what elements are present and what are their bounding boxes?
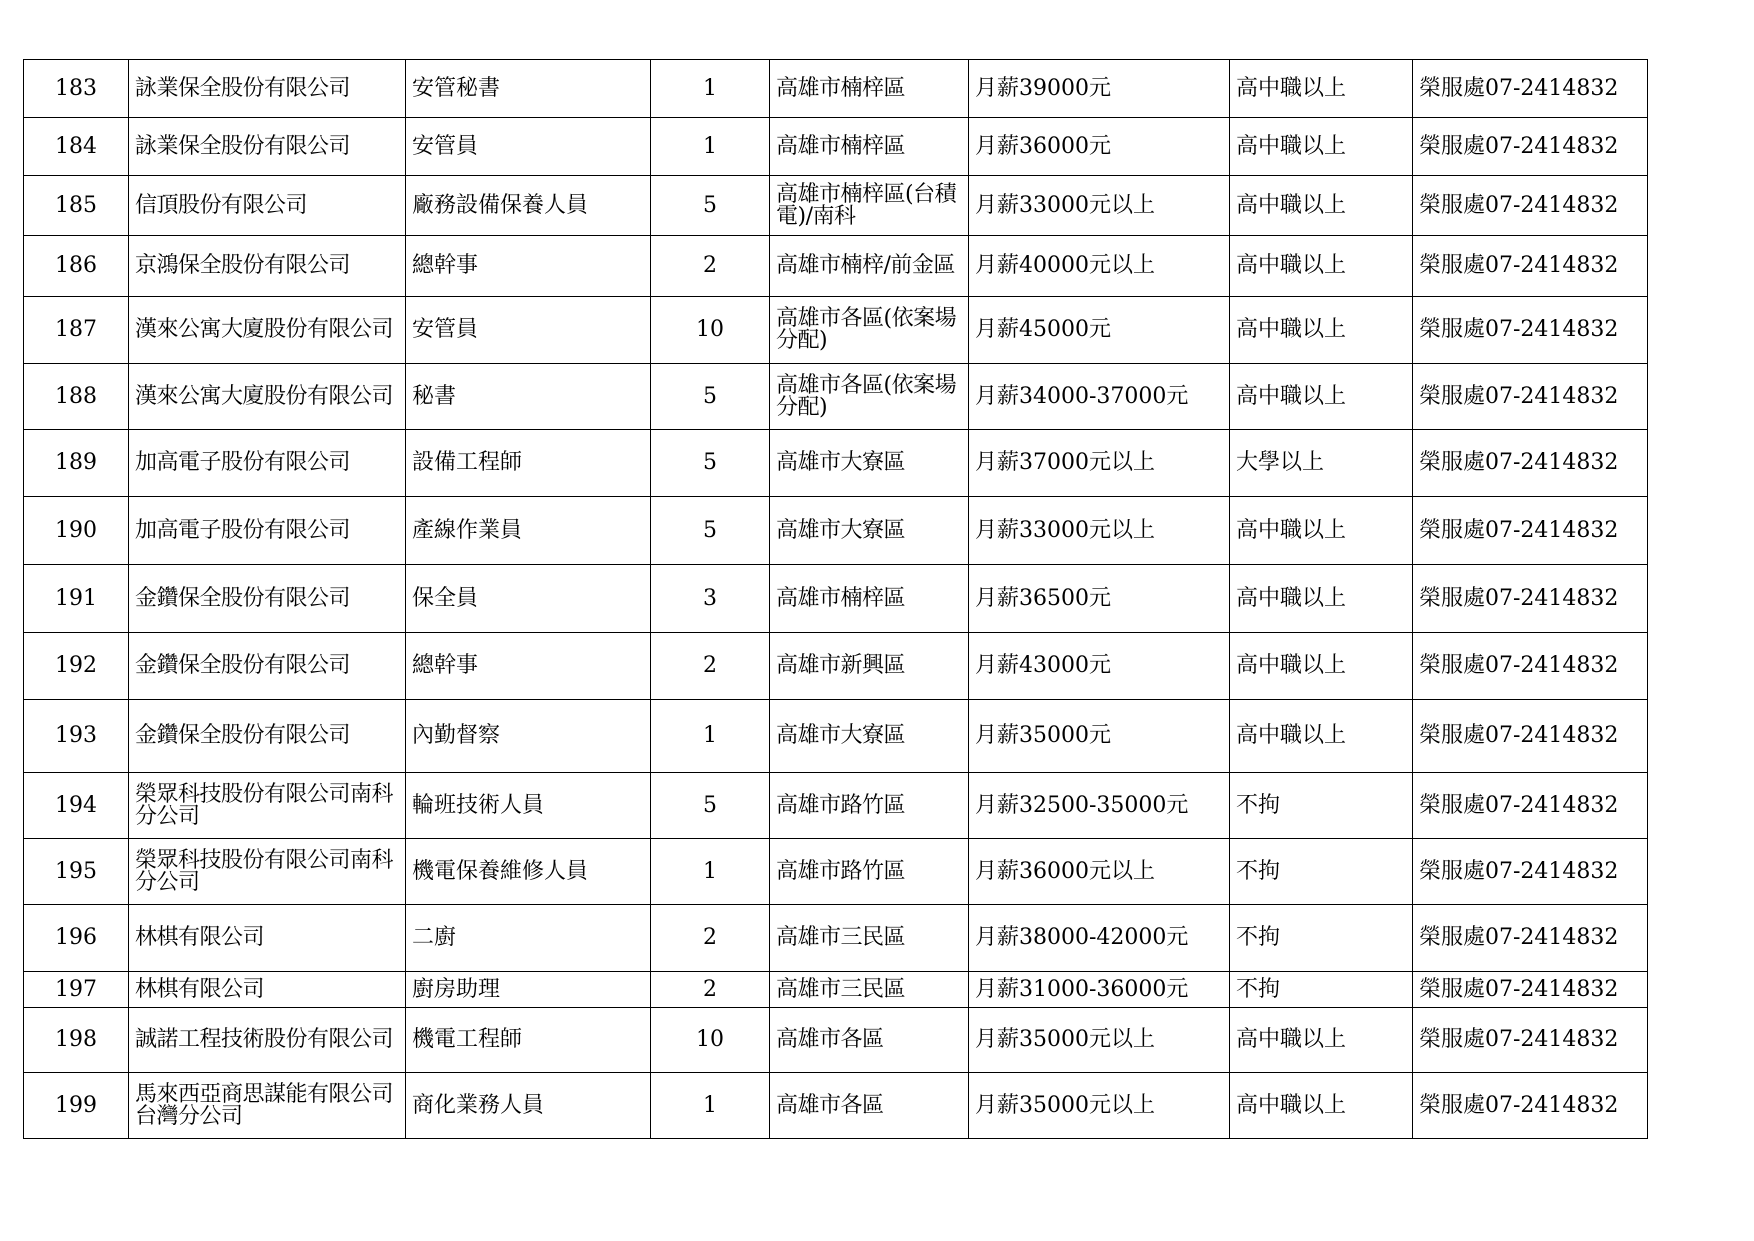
education-requirement-cell: 不拘 <box>1230 972 1413 1008</box>
contact-info-cell: 榮服處07-2414832 <box>1413 565 1648 633</box>
work-location-cell: 高雄市新興區 <box>770 633 969 700</box>
contact-info-cell: 榮服處07-2414832 <box>1413 905 1648 972</box>
headcount-cell: 2 <box>651 633 770 700</box>
table-row <box>24 839 1648 905</box>
education-requirement-cell: 高中職以上 <box>1230 236 1413 297</box>
row-number-cell: 192 <box>24 633 129 700</box>
salary-cell: 月薪35000元以上 <box>969 1073 1230 1139</box>
row-number-cell: 183 <box>24 60 129 118</box>
contact-info-cell: 榮服處07-2414832 <box>1413 430 1648 497</box>
contact-info-cell: 榮服處07-2414832 <box>1413 700 1648 773</box>
education-requirement-cell: 高中職以上 <box>1230 700 1413 773</box>
salary-cell: 月薪40000元以上 <box>969 236 1230 297</box>
row-number-cell: 198 <box>24 1008 129 1073</box>
company-name-cell: 信頂股份有限公司 <box>129 176 406 236</box>
headcount-cell: 5 <box>651 176 770 236</box>
salary-cell: 月薪37000元以上 <box>969 430 1230 497</box>
salary-cell: 月薪39000元 <box>969 60 1230 118</box>
headcount-cell: 2 <box>651 236 770 297</box>
contact-info-cell: 榮服處07-2414832 <box>1413 297 1648 364</box>
education-requirement-cell: 高中職以上 <box>1230 364 1413 430</box>
row-number-cell: 186 <box>24 236 129 297</box>
job-position-cell: 二廚 <box>406 905 651 972</box>
row-number-cell: 196 <box>24 905 129 972</box>
salary-cell: 月薪36000元 <box>969 118 1230 176</box>
salary-cell: 月薪33000元以上 <box>969 176 1230 236</box>
education-requirement-cell: 高中職以上 <box>1230 1073 1413 1139</box>
education-requirement-cell: 高中職以上 <box>1230 1008 1413 1073</box>
work-location-cell: 高雄市楠梓區 <box>770 60 969 118</box>
headcount-cell: 2 <box>651 905 770 972</box>
work-location-cell: 高雄市楠梓區(台積電)/南科 <box>770 176 969 236</box>
headcount-cell: 2 <box>651 972 770 1008</box>
company-name-cell: 京鴻保全股份有限公司 <box>129 236 406 297</box>
work-location-cell: 高雄市大寮區 <box>770 430 969 497</box>
company-name-cell: 林棋有限公司 <box>129 972 406 1008</box>
table-row <box>24 700 1648 773</box>
table-row <box>24 773 1648 839</box>
contact-info-cell: 榮服處07-2414832 <box>1413 236 1648 297</box>
company-name-cell: 詠業保全股份有限公司 <box>129 118 406 176</box>
job-position-cell: 內勤督察 <box>406 700 651 773</box>
contact-info-cell: 榮服處07-2414832 <box>1413 176 1648 236</box>
work-location-cell: 高雄市路竹區 <box>770 839 969 905</box>
row-number-cell: 185 <box>24 176 129 236</box>
row-number-cell: 188 <box>24 364 129 430</box>
table-row <box>24 236 1648 297</box>
job-position-cell: 機電保養維修人員 <box>406 839 651 905</box>
table-row <box>24 905 1648 972</box>
row-number-cell: 197 <box>24 972 129 1008</box>
education-requirement-cell: 高中職以上 <box>1230 60 1413 118</box>
headcount-cell: 1 <box>651 1073 770 1139</box>
company-name-cell: 金鑽保全股份有限公司 <box>129 565 406 633</box>
education-requirement-cell: 高中職以上 <box>1230 297 1413 364</box>
row-number-cell: 199 <box>24 1073 129 1139</box>
education-requirement-cell: 大學以上 <box>1230 430 1413 497</box>
table-row <box>24 297 1648 364</box>
headcount-cell: 10 <box>651 1008 770 1073</box>
education-requirement-cell: 不拘 <box>1230 773 1413 839</box>
headcount-cell: 10 <box>651 297 770 364</box>
salary-cell: 月薪35000元以上 <box>969 1008 1230 1073</box>
contact-info-cell: 榮服處07-2414832 <box>1413 972 1648 1008</box>
job-position-cell: 設備工程師 <box>406 430 651 497</box>
work-location-cell: 高雄市三民區 <box>770 972 969 1008</box>
table-row <box>24 176 1648 236</box>
job-position-cell: 安管員 <box>406 118 651 176</box>
work-location-cell: 高雄市大寮區 <box>770 497 969 565</box>
salary-cell: 月薪34000-37000元 <box>969 364 1230 430</box>
work-location-cell: 高雄市各區(依案場分配) <box>770 297 969 364</box>
job-listings-table <box>23 59 1648 1139</box>
company-name-cell: 加高電子股份有限公司 <box>129 430 406 497</box>
salary-cell: 月薪35000元 <box>969 700 1230 773</box>
company-name-cell: 漢來公寓大廈股份有限公司 <box>129 297 406 364</box>
work-location-cell: 高雄市大寮區 <box>770 700 969 773</box>
row-number-cell: 195 <box>24 839 129 905</box>
row-number-cell: 187 <box>24 297 129 364</box>
education-requirement-cell: 不拘 <box>1230 905 1413 972</box>
job-position-cell: 廚房助理 <box>406 972 651 1008</box>
company-name-cell: 榮眾科技股份有限公司南科分公司 <box>129 839 406 905</box>
job-position-cell: 輪班技術人員 <box>406 773 651 839</box>
salary-cell: 月薪32500-35000元 <box>969 773 1230 839</box>
job-position-cell: 總幹事 <box>406 633 651 700</box>
company-name-cell: 金鑽保全股份有限公司 <box>129 700 406 773</box>
salary-cell: 月薪36000元以上 <box>969 839 1230 905</box>
salary-cell: 月薪36500元 <box>969 565 1230 633</box>
work-location-cell: 高雄市楠梓區 <box>770 118 969 176</box>
contact-info-cell: 榮服處07-2414832 <box>1413 839 1648 905</box>
salary-cell: 月薪45000元 <box>969 297 1230 364</box>
company-name-cell: 漢來公寓大廈股份有限公司 <box>129 364 406 430</box>
job-rows <box>24 60 1648 1139</box>
headcount-cell: 1 <box>651 839 770 905</box>
row-number-cell: 190 <box>24 497 129 565</box>
job-position-cell: 廠務設備保養人員 <box>406 176 651 236</box>
company-name-cell: 加高電子股份有限公司 <box>129 497 406 565</box>
work-location-cell: 高雄市楠梓/前金區 <box>770 236 969 297</box>
row-number-cell: 191 <box>24 565 129 633</box>
contact-info-cell: 榮服處07-2414832 <box>1413 60 1648 118</box>
education-requirement-cell: 不拘 <box>1230 839 1413 905</box>
table-row <box>24 118 1648 176</box>
row-number-cell: 194 <box>24 773 129 839</box>
job-position-cell: 總幹事 <box>406 236 651 297</box>
salary-cell: 月薪31000-36000元 <box>969 972 1230 1008</box>
contact-info-cell: 榮服處07-2414832 <box>1413 497 1648 565</box>
headcount-cell: 1 <box>651 700 770 773</box>
education-requirement-cell: 高中職以上 <box>1230 176 1413 236</box>
work-location-cell: 高雄市各區 <box>770 1008 969 1073</box>
job-position-cell: 秘書 <box>406 364 651 430</box>
salary-cell: 月薪38000-42000元 <box>969 905 1230 972</box>
contact-info-cell: 榮服處07-2414832 <box>1413 1073 1648 1139</box>
job-position-cell: 產線作業員 <box>406 497 651 565</box>
headcount-cell: 5 <box>651 364 770 430</box>
table-row <box>24 60 1648 118</box>
row-number-cell: 184 <box>24 118 129 176</box>
company-name-cell: 金鑽保全股份有限公司 <box>129 633 406 700</box>
company-name-cell: 榮眾科技股份有限公司南科分公司 <box>129 773 406 839</box>
job-position-cell: 商化業務人員 <box>406 1073 651 1139</box>
job-position-cell: 保全員 <box>406 565 651 633</box>
job-position-cell: 機電工程師 <box>406 1008 651 1073</box>
education-requirement-cell: 高中職以上 <box>1230 497 1413 565</box>
table-row <box>24 1008 1648 1073</box>
headcount-cell: 1 <box>651 60 770 118</box>
salary-cell: 月薪33000元以上 <box>969 497 1230 565</box>
row-number-cell: 189 <box>24 430 129 497</box>
work-location-cell: 高雄市各區 <box>770 1073 969 1139</box>
headcount-cell: 1 <box>651 118 770 176</box>
table-row <box>24 430 1648 497</box>
education-requirement-cell: 高中職以上 <box>1230 118 1413 176</box>
work-location-cell: 高雄市路竹區 <box>770 773 969 839</box>
education-requirement-cell: 高中職以上 <box>1230 565 1413 633</box>
headcount-cell: 3 <box>651 565 770 633</box>
headcount-cell: 5 <box>651 497 770 565</box>
company-name-cell: 林棋有限公司 <box>129 905 406 972</box>
contact-info-cell: 榮服處07-2414832 <box>1413 118 1648 176</box>
salary-cell: 月薪43000元 <box>969 633 1230 700</box>
table-row <box>24 497 1648 565</box>
table-row <box>24 364 1648 430</box>
company-name-cell: 馬來西亞商思謀能有限公司台灣分公司 <box>129 1073 406 1139</box>
company-name-cell: 誠諾工程技術股份有限公司 <box>129 1008 406 1073</box>
contact-info-cell: 榮服處07-2414832 <box>1413 633 1648 700</box>
table-row <box>24 633 1648 700</box>
table-row <box>24 972 1648 1008</box>
job-position-cell: 安管員 <box>406 297 651 364</box>
row-number-cell: 193 <box>24 700 129 773</box>
contact-info-cell: 榮服處07-2414832 <box>1413 773 1648 839</box>
contact-info-cell: 榮服處07-2414832 <box>1413 1008 1648 1073</box>
education-requirement-cell: 高中職以上 <box>1230 633 1413 700</box>
table-row <box>24 565 1648 633</box>
job-position-cell: 安管秘書 <box>406 60 651 118</box>
work-location-cell: 高雄市三民區 <box>770 905 969 972</box>
headcount-cell: 5 <box>651 773 770 839</box>
work-location-cell: 高雄市楠梓區 <box>770 565 969 633</box>
table-row <box>24 1073 1648 1139</box>
headcount-cell: 5 <box>651 430 770 497</box>
contact-info-cell: 榮服處07-2414832 <box>1413 364 1648 430</box>
work-location-cell: 高雄市各區(依案場分配) <box>770 364 969 430</box>
company-name-cell: 詠業保全股份有限公司 <box>129 60 406 118</box>
